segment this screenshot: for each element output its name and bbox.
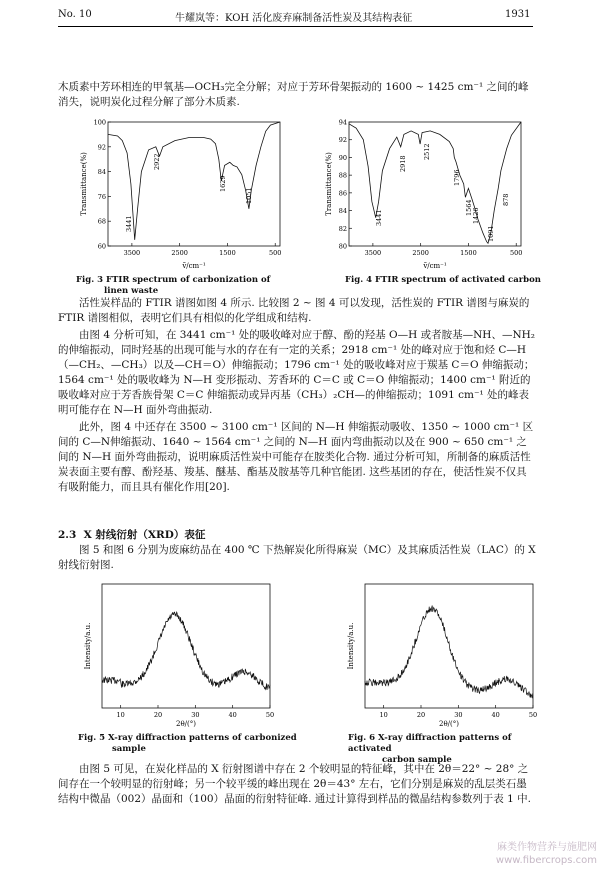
fig5-caption-line1: Fig. 5 X-ray diffraction patterns of carbonized	[78, 733, 297, 743]
watermark	[496, 841, 597, 867]
fig3-peak-1629: 1629	[219, 175, 227, 192]
y-tick-label: 92	[338, 136, 347, 145]
fig4-frame	[349, 122, 521, 246]
x-tick-label: 3500	[364, 249, 382, 257]
paragraph-xrd-analysis: 由图 5 可见，在炭化样品的 X 衍射图谱中存在 2 个较明显的特征峰，其中在 2θ＝22° ~ 28° 之间存在一个较明显的衍射峰；另一个较平缓的峰出现在 2θ＝43° 左右，它们分别是麻炭的乱层类石墨结构中微晶（002）晶面和（100）晶面的衍射特征峰. 通过计算得到样品的微晶结构参数列于表 1 中.	[58, 763, 531, 805]
header-rule	[58, 26, 533, 27]
x-tick-label: 20	[416, 711, 426, 719]
y-tick-label: 86	[338, 189, 347, 198]
fig3-peak-2922: 2922	[153, 153, 161, 170]
fig4-peak-878: 878	[502, 193, 510, 206]
y-tick-label: 60	[97, 242, 106, 251]
fig4-peak-3441: 3441	[375, 209, 383, 226]
fig6-ylabel: Intensity/a.u.	[347, 622, 355, 670]
x-tick-label: 50	[528, 711, 538, 719]
x-tick-label: 1500	[219, 249, 236, 257]
paragraph-fig4-intro: 活性炭样品的 FTIR 谱图如图 4 所示. 比较图 2 ~ 图 4 可以发现，活性炭的 FTIR 谱图与麻炭的FTIR 谱图相似，表明它们具有相似的化学组成和结构.	[58, 297, 530, 324]
x-tick-label: 30	[191, 711, 200, 719]
fig4-ftir-chart	[325, 114, 535, 272]
x-tick-label: 10	[379, 711, 388, 719]
x-tick-label: 2500	[171, 249, 188, 257]
fig6-frame	[365, 584, 533, 708]
x-tick-label: 3500	[123, 249, 141, 257]
fig5-diffraction-line	[102, 612, 270, 690]
watermark-line2: www.fibercrops.com	[495, 855, 597, 866]
fig4-peak-1426: 1426	[472, 207, 480, 224]
y-tick-label: 80	[338, 242, 347, 251]
y-tick-label: 84	[338, 207, 347, 216]
fig3-ftir-chart	[78, 114, 288, 272]
fig5-caption-line2: sample	[112, 744, 146, 754]
paragraph-fig4-functional-groups: 此外，图 4 中还存在 3500 ~ 3100 cm⁻¹ 区间的 N—H 伸缩振动吸收、1350 ~ 1000 cm⁻¹ 区间的 C—N伸缩振动、1640 ~ 1564 cm⁻¹ 之间的 N—H 面内弯曲振动以及在 900 ~ 650 cm⁻¹ 之间的 N—H 面外弯曲振动，说明麻质活性炭中可能存在胺类化合物. 通过分析可知，所制备的麻质活性炭表面主要有醇、酚羟基、羧基、醚基、酯基及胺基等几种官能团. 这些基团的存在，使活性炭不仅具有吸附能力，而且具有催化作用[20].	[58, 421, 534, 493]
x-tick-label: 1500	[460, 249, 477, 257]
body-text-ftir	[58, 296, 536, 497]
y-tick-label: 76	[97, 192, 106, 201]
section-heading	[58, 528, 536, 543]
fig3-caption-line2: linen waste	[104, 286, 159, 296]
fig4-xlabel: ṽ/cm⁻¹	[423, 262, 447, 270]
fig3-peak-3441: 3441	[125, 215, 133, 232]
y-tick-label: 90	[338, 153, 347, 162]
issue-number: No. 10	[58, 9, 92, 20]
y-tick-label: 84	[97, 168, 106, 177]
x-tick-label: 20	[153, 711, 163, 719]
fig5-ylabel: Intensity/a.u.	[84, 622, 92, 670]
fig6-diffraction-line	[365, 606, 533, 698]
section-number: 2.3	[58, 529, 77, 541]
running-title: 牛耀岚等：KOH 活化废弃麻制备活性炭及其结构表征	[175, 13, 413, 24]
x-tick-label: 10	[116, 711, 125, 719]
x-tick-label: 40	[228, 711, 237, 719]
fig3-ylabel: Transmittance(%)	[80, 152, 88, 216]
fig5-xlabel: 2θ/(°)	[176, 720, 196, 728]
fig4-peak-2918: 2918	[399, 155, 407, 172]
fig4-peak-1796: 1796	[453, 169, 461, 186]
paragraph-xrd-intro: 图 5 和图 6 分别为废麻纺品在 400 ℃ 下热解炭化所得麻炭（MC）及其麻质活性炭（LAC）的 X 射线衍射图.	[58, 544, 536, 571]
fig3-spectrum-line	[108, 122, 280, 240]
fig6-xlabel: 2θ/(°)	[439, 720, 459, 728]
paragraph-fig4-analysis: 由图 4 分析可知，在 3441 cm⁻¹ 处的吸收峰对应于醇、酚的羟基 O—H 或者胺基—NH、—NH₂ 的伸缩振动，同时羟基的出现可能与水的存在有一定的关系；2918 cm⁻¹ 处的峰对应于饱和烃 C—H（—CH₂、—CH₃）以及—CH＝O）伸缩振动；1796 cm⁻¹ 处的吸收峰对应于羰基 C＝O 伸缩振动；1564 cm⁻¹ 处的吸收峰为 N—H 变形振动、芳香环的 C＝C 或 C＝O 伸缩振动；1400 cm⁻¹ 附近的吸收峰对应于芳香族骨架 C＝C 伸缩振动或异丙基（CH₃）₂CH—的伸缩振动；1091 cm⁻¹ 处的峰表明可能存在 N—H 面外弯曲振动.	[58, 329, 536, 416]
y-tick-label: 100	[93, 118, 106, 127]
fig6-xrd-chart	[345, 580, 545, 730]
x-tick-label: 2500	[412, 249, 429, 257]
y-tick-label: 82	[338, 224, 347, 233]
fig3-peak-1051: 1051	[245, 187, 253, 204]
x-tick-label: 40	[491, 711, 500, 719]
fig3-caption-line1: Fig. 3 FTIR spectrum of carbonization of	[76, 275, 271, 285]
section-title: X 射线衍射（XRD）表征	[83, 529, 206, 541]
fig5-frame	[102, 584, 270, 708]
fig6-caption-line2: carbon sample	[382, 755, 452, 765]
y-tick-label: 88	[338, 171, 347, 180]
watermark-line1: 麻类作物营养与施肥网	[497, 842, 597, 853]
fig5-caption	[78, 733, 318, 755]
page-number: 1931	[505, 9, 531, 20]
x-tick-label: 500	[510, 249, 523, 257]
fig4-ylabel: Transmittance(%)	[325, 152, 333, 216]
paragraph-lignin: 木质素中芳环相连的甲氧基—OCH₃完全分解；对应于芳环骨架振动的 1600 ~ 1425 cm⁻¹ 之间的峰消失，说明炭化过程分解了部分木质素.	[58, 81, 529, 108]
fig3-caption	[76, 275, 306, 297]
fig4-peak-1564: 1564	[465, 199, 473, 216]
fig5-xrd-chart	[82, 580, 282, 730]
section-xrd	[58, 528, 536, 575]
y-tick-label: 68	[97, 217, 106, 226]
paragraph-top	[58, 80, 536, 112]
y-tick-label: 92	[97, 143, 106, 152]
fig4-peak-2512: 2512	[423, 143, 431, 160]
body-text-xrd	[58, 762, 536, 809]
fig3-xlabel: ṽ/cm⁻¹	[182, 262, 206, 270]
fig4-peak-1091: 1091	[487, 225, 495, 242]
x-tick-label: 500	[269, 249, 282, 257]
x-tick-label: 50	[265, 711, 275, 719]
x-tick-label: 30	[454, 711, 463, 719]
fig4-caption: Fig. 4 FTIR spectrum of activated carbon	[345, 275, 541, 285]
fig6-caption-line1: Fig. 6 X-ray diffraction patterns of activated	[348, 733, 512, 754]
running-header	[0, 6, 603, 26]
y-tick-label: 94	[338, 118, 347, 127]
